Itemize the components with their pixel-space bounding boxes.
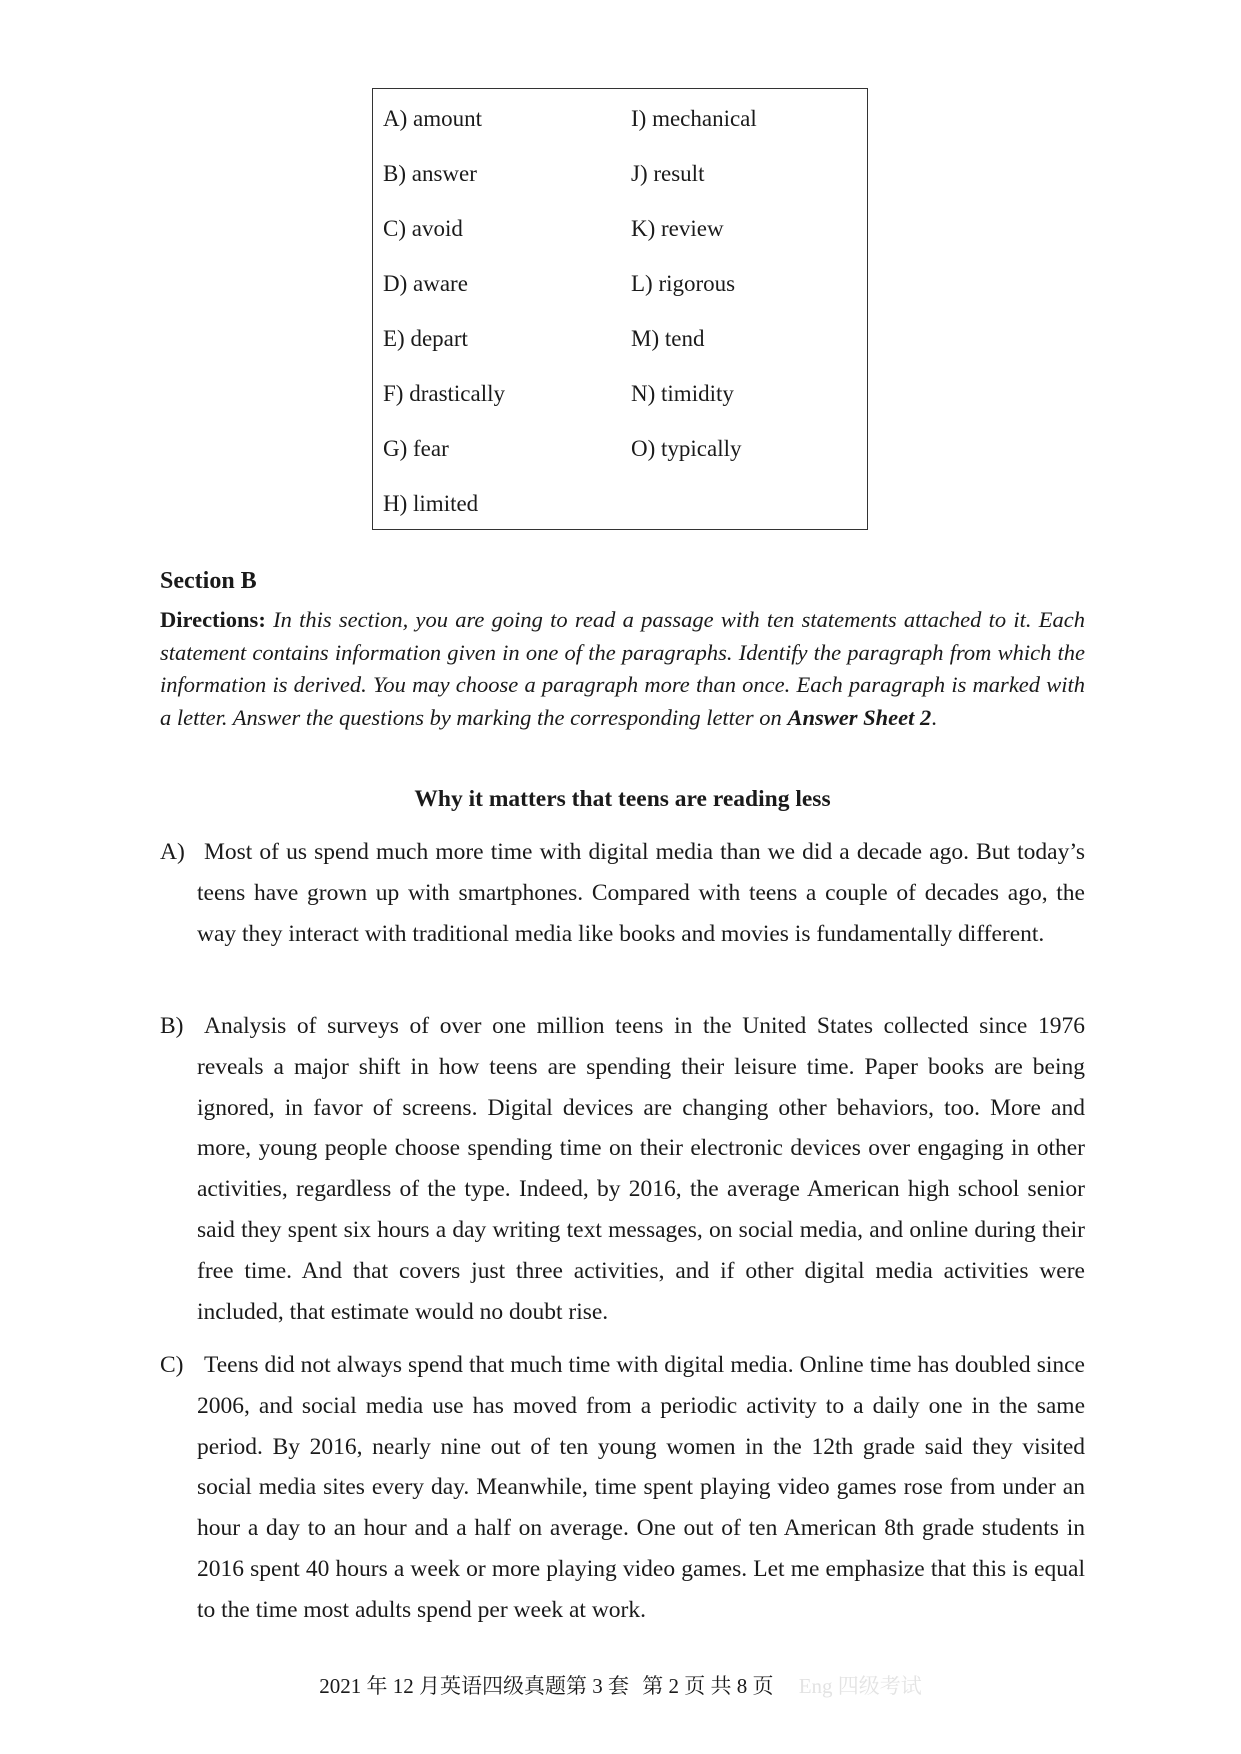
- paragraph-c: [160, 1345, 1085, 1631]
- section-title: Section B: [160, 568, 257, 594]
- word-option: F) drastically: [383, 381, 505, 406]
- paragraph-text: Analysis of surveys of over one million teens in the United States collected since 1976 reveals a major shift in how teens are spending their leisure time. Paper books are being ignored, in favor of screens. Digital devices are changing other behaviors, too. More and more, young people choose spending time on their electronic devices over engaging in other activities, regardless of the type. Indeed, by 2016, the average American high school senior said they spent six hours a day writing text messages, on social media, and online during their free time. And that covers just three activities, and if other digital media activities were included, that estimate would no doubt rise.: [197, 1013, 1085, 1325]
- word-option: K) review: [631, 216, 724, 241]
- directions-text: In this section, you are going to read a passage with ten statements attached to it. Each statement contains information given in one of the paragraphs. Identify the paragraph from which the information is derived. You may choose a paragraph more than once. Each paragraph is marked with a letter. Answer the questions by marking the corresponding letter on: [160, 607, 1086, 730]
- word-option: M) tend: [631, 326, 705, 351]
- word-option: A) amount: [383, 106, 483, 131]
- paragraph-text: Teens did not always spend that much time with digital media. Online time has doubled since 2006, and social media use has moved from a periodic activity to a daily one in the same period. By 2016, nearly nine out of ten young women in the 12th grade said they visited social media sites every day. Meanwhile, time spent playing video games rose from under an hour a day to an hour and a half on average. One out of ten American 8th grade students in 2016 spent 40 hours a week or more playing video games. Let me emphasize that this is equal to the time most adults spend per week at work.: [197, 1352, 1085, 1623]
- paragraph-text: Most of us spend much more time with digital media than we did a decade ago. But today’s teens have grown up with smartphones. Compared with teens a couple of decades ago, the way they interact with traditional media like books and movies is fundamentally different.: [197, 839, 1085, 947]
- paragraph-label: C): [160, 1352, 184, 1378]
- directions-period: .: [931, 704, 937, 730]
- page-footer: [0, 1670, 1241, 1700]
- directions-label: Directions:: [160, 607, 266, 632]
- footer-exam-title: 2021 年 12 月英语四级真题第 3 套: [319, 1674, 629, 1698]
- word-option: N) timidity: [631, 381, 734, 406]
- word-option: H) limited: [383, 491, 479, 516]
- word-option: C) avoid: [383, 216, 463, 241]
- word-option: D) aware: [383, 271, 468, 296]
- word-option: O) typically: [631, 436, 742, 461]
- directions: [160, 604, 1085, 734]
- word-option: I) mechanical: [631, 106, 757, 131]
- word-option: J) result: [631, 161, 705, 186]
- word-option: G) fear: [383, 436, 449, 461]
- paragraph-label: A): [160, 839, 185, 865]
- passage-title: Why it matters that teens are reading less: [414, 786, 831, 812]
- word-option: E) depart: [383, 326, 468, 351]
- word-option: B) answer: [383, 161, 477, 186]
- paragraph-a: [160, 832, 1085, 954]
- footer-watermark: Eng 四级考试: [798, 1674, 922, 1698]
- word-option: L) rigorous: [631, 271, 736, 296]
- paragraph-b: [160, 1006, 1085, 1332]
- answer-sheet-ref: Answer Sheet 2: [787, 704, 932, 730]
- paragraph-label: B): [160, 1013, 184, 1039]
- word-bank-box: [372, 88, 868, 530]
- footer-page-number: 第 2 页 共 8 页: [642, 1674, 774, 1698]
